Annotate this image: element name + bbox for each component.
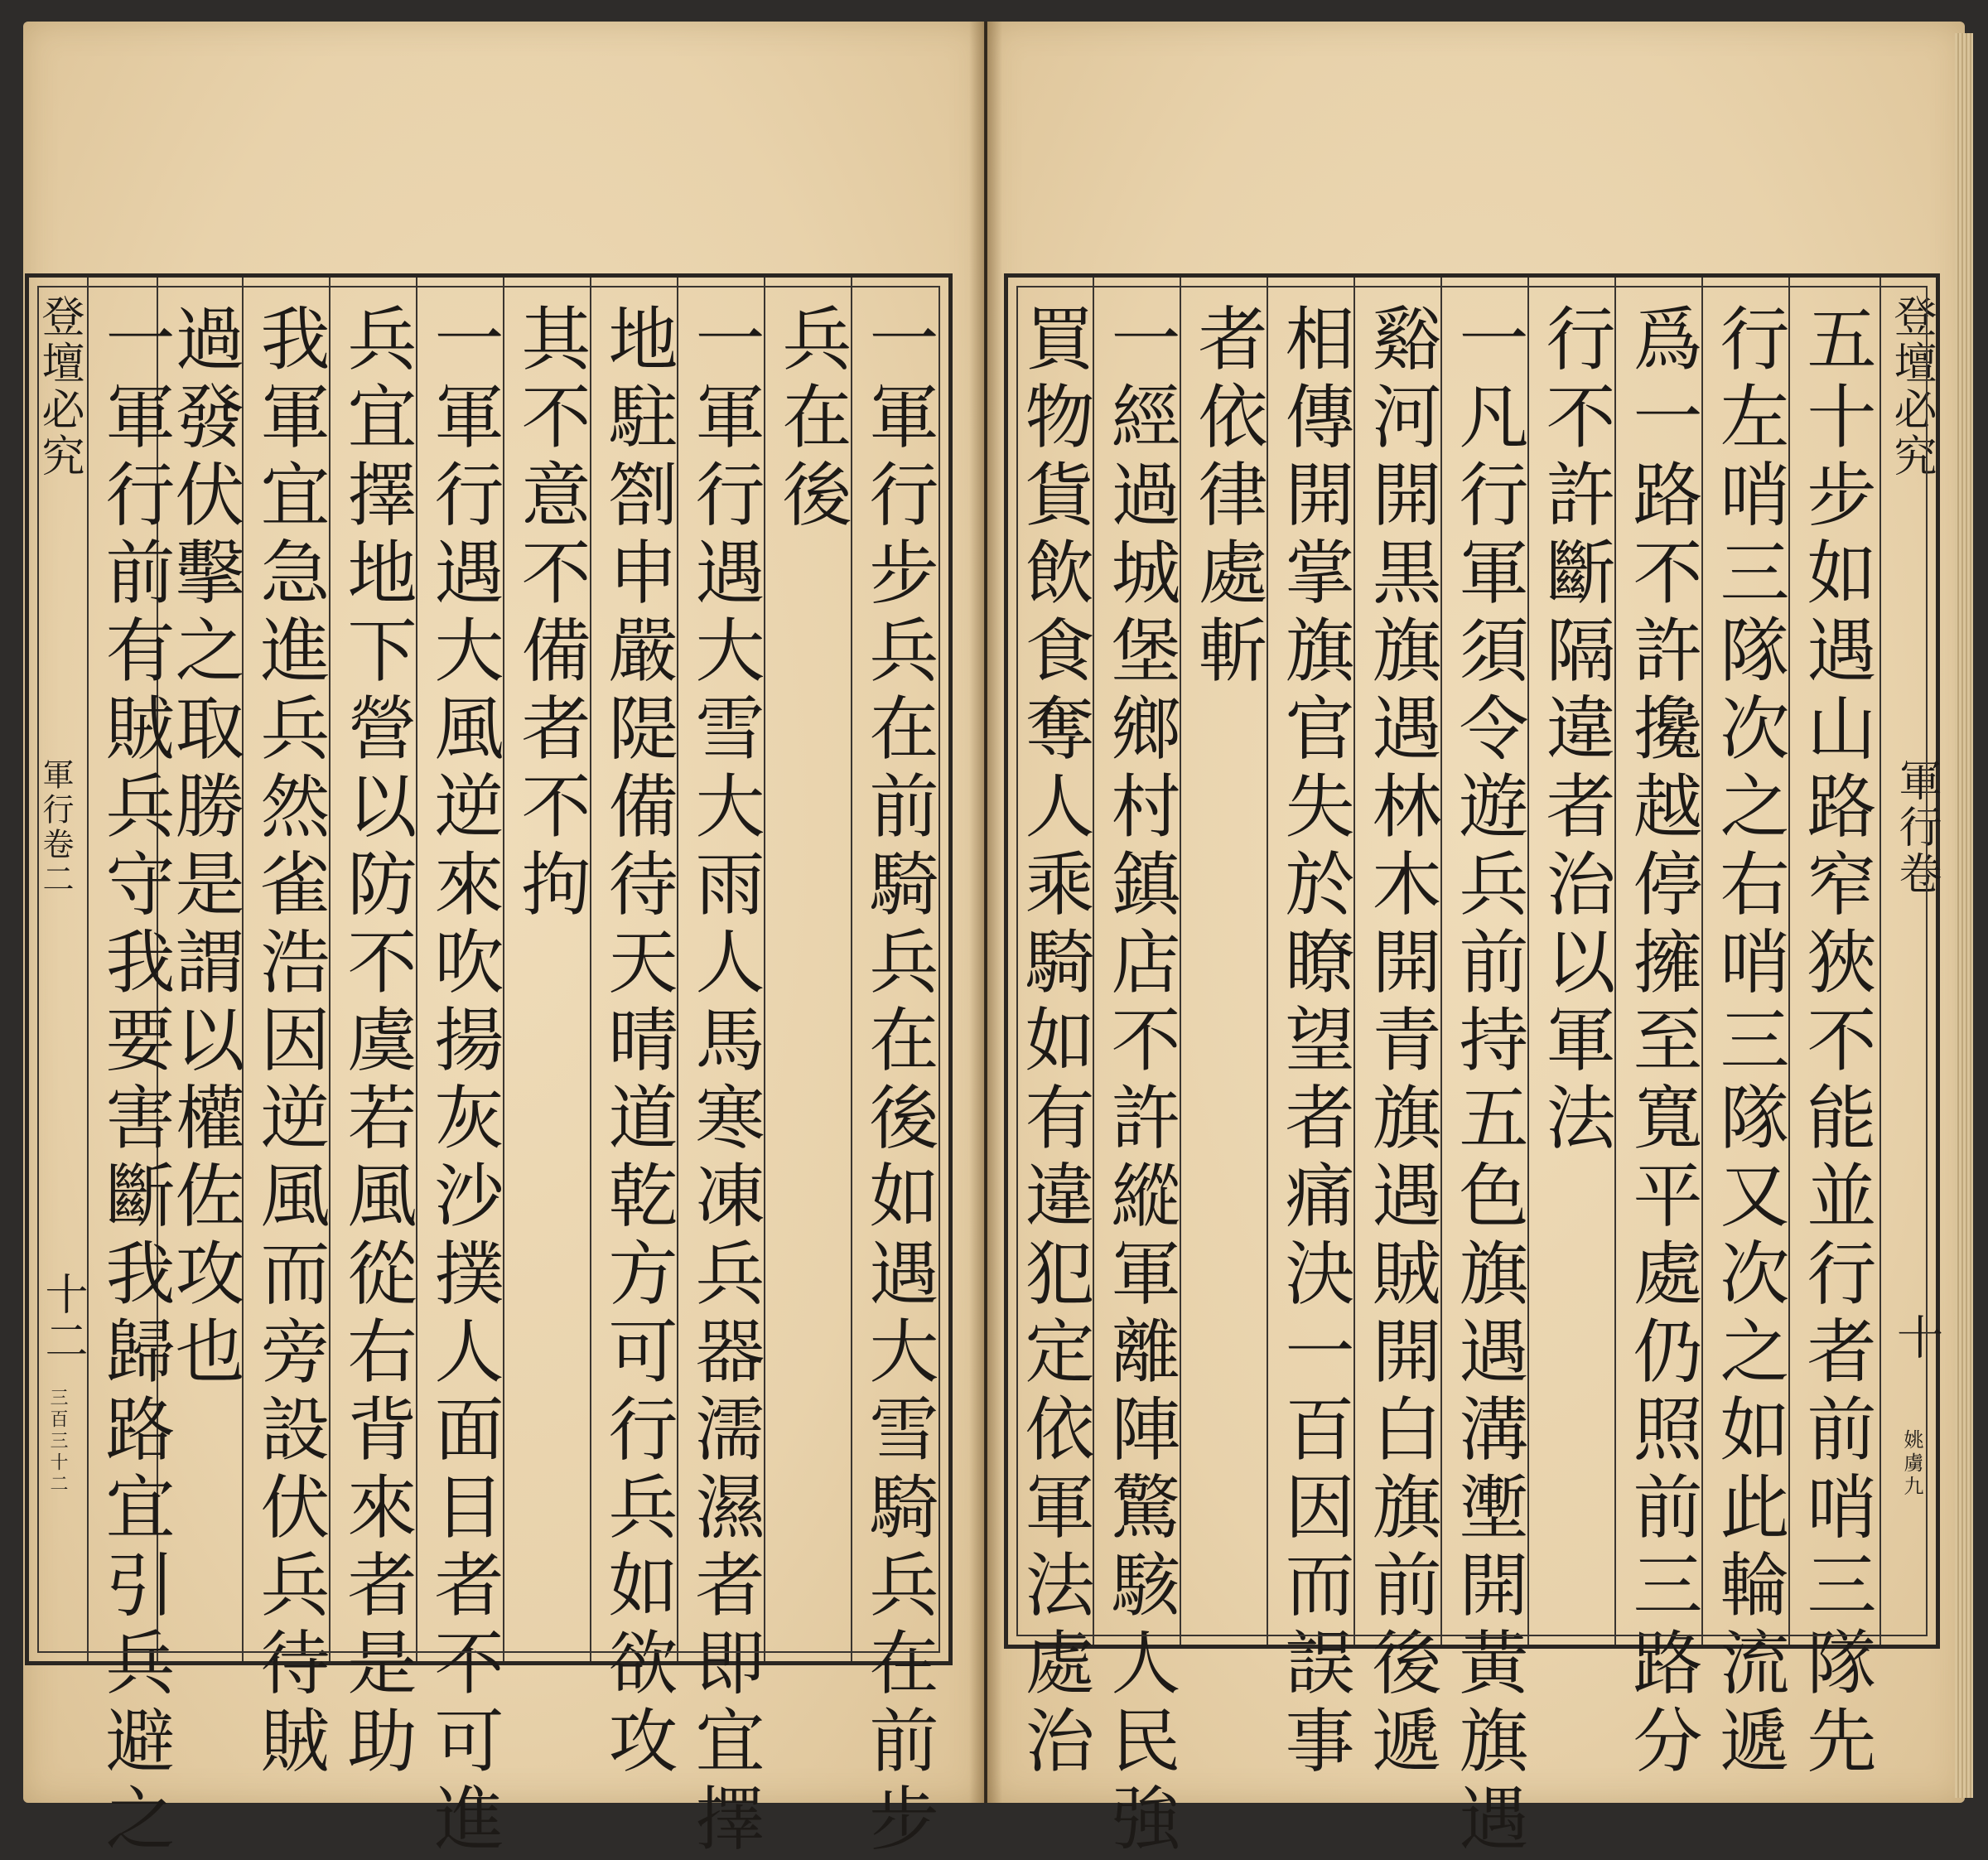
column-rule — [416, 278, 417, 1661]
left-col-10: 一軍行前有賊兵守我要害斷我歸路宜引兵避之 — [94, 302, 176, 1860]
right-margin-page: 十 — [1889, 1313, 1943, 1363]
column-rule — [329, 278, 331, 1661]
right-col-6: 谿河開黒旗遇林木開青旗遇賊開白旗前後遞 — [1361, 302, 1442, 1782]
column-rule — [1093, 278, 1094, 1645]
left-margin-title: 登壇必究 — [34, 294, 84, 480]
margin-rule — [1879, 278, 1881, 1645]
column-rule — [242, 278, 244, 1661]
left-col-2: 兵在後 — [771, 302, 852, 536]
column-rule — [1440, 278, 1442, 1645]
right-col-9: 一經過城堡鄉村鎮店不許縱軍離陣驚駭人民強 — [1100, 302, 1181, 1860]
page-edge-stack — [1955, 33, 1973, 1798]
column-rule — [677, 278, 678, 1661]
book-gutter — [969, 22, 1002, 1803]
column-rule — [1267, 278, 1268, 1645]
right-col-8: 者依律處斬 — [1187, 302, 1268, 692]
column-rule — [764, 278, 765, 1661]
left-col-1: 一軍行步兵在前騎兵在後如遇大雪騎兵在前步 — [858, 302, 939, 1860]
right-margin-section: 軍行卷 — [1891, 758, 1941, 897]
column-rule — [1701, 278, 1703, 1645]
left-col-4: 地駐劄申嚴隄備待天晴道乾方可行兵如欲攻 — [597, 302, 678, 1782]
right-col-2: 行左哨三隊次之右哨三隊又次之如此輪流遞 — [1709, 302, 1790, 1782]
column-rule — [1614, 278, 1616, 1645]
column-rule — [1180, 278, 1181, 1645]
left-col-3: 一軍行遇大雪大雨人馬寒凍兵器濡濕者即宜擇 — [684, 302, 765, 1860]
right-col-5: 一凡行軍須令遊兵前持五色旗遇溝壍開黃旗遇 — [1448, 302, 1529, 1860]
column-rule — [1353, 278, 1355, 1645]
column-rule — [1788, 278, 1790, 1645]
column-rule — [157, 278, 158, 1661]
left-text-frame — [25, 273, 953, 1860]
left-margin-section: 軍行卷二 — [37, 758, 74, 897]
left-margin-page: 十二 — [37, 1272, 87, 1365]
right-margin-title: 登壇必究 — [1886, 294, 1936, 480]
left-col-8: 我軍宜急進兵然雀浩因逆風而旁設伏兵待賊 — [249, 302, 331, 1782]
margin-rule — [87, 278, 89, 1661]
left-col-5: 其不意不備者不拘 — [510, 302, 591, 925]
column-rule — [851, 278, 852, 1661]
right-col-1: 五十步如遇山路窄狹不能並行者前哨三隊先 — [1796, 302, 1877, 1782]
column-rule — [1527, 278, 1529, 1645]
right-text-frame — [1004, 273, 1943, 1860]
left-col-6: 一軍行遇大風逆來吹揚灰沙撲人面目者不可進 — [423, 302, 504, 1860]
left-col-7: 兵宜擇地下營以防不虞若風從右背來者是助 — [336, 302, 417, 1782]
column-rule — [503, 278, 504, 1661]
right-margin-note: 姚虜九 — [1900, 1429, 1923, 1499]
column-rule — [590, 278, 591, 1661]
right-col-4: 行不許斷隔違者治以軍法 — [1535, 302, 1616, 1159]
left-margin-count: 三百三十二 — [47, 1388, 68, 1495]
right-col-10: 買物貨飲食奪人乘騎如有違犯定依軍法處治 — [1014, 302, 1095, 1782]
right-col-3: 爲一路不許攙越停擁至寬平處仍照前三路分 — [1622, 302, 1703, 1782]
left-col-9: 過發伏擊之取勝是謂以權佐攻也 — [164, 302, 245, 1393]
right-col-7: 相傳開掌旗官失於瞭望者痛決一百因而誤事 — [1274, 302, 1355, 1782]
